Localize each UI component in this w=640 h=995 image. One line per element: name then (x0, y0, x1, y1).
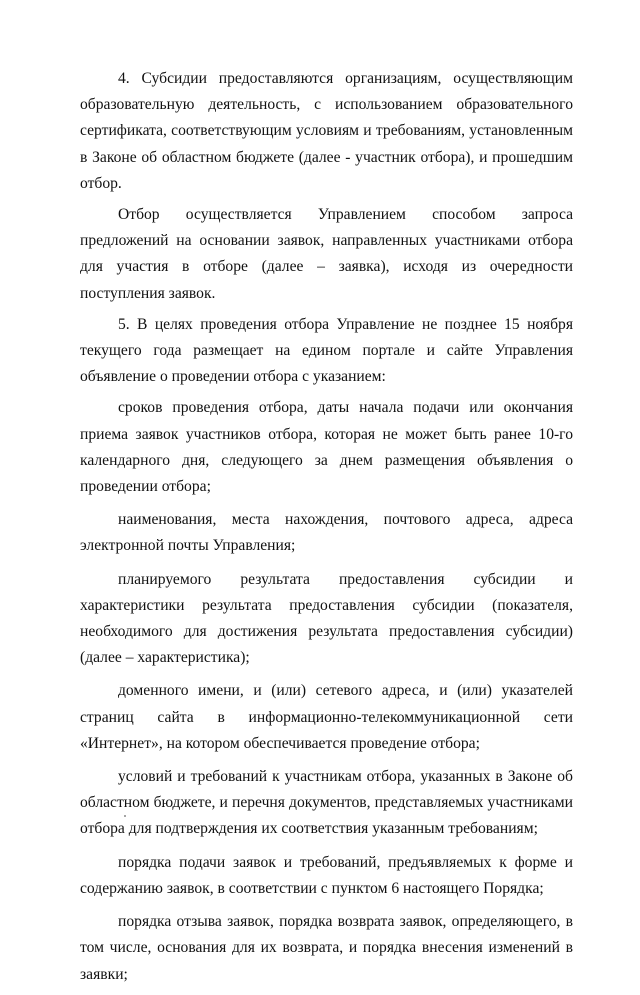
scan-artifact (124, 815, 126, 817)
paragraph-selection-method: Отбор осуществляется Управлением способом запроса предложений на основании заявок, направленных участниками отбора для участия в отборе (далее – заявка), исходя из очередности поступления заявок. (80, 206, 573, 302)
paragraph-withdrawal-order: порядка отзыва заявок, порядка возврата заявок, определяющего, в том числе, основания для их возврата, и порядка внесения изменений в заявки; (80, 913, 573, 983)
paragraph-planned-result: планируемого результата предоставления субсидии и характеристики результата предоставления субсидии (показателя, необходимого для достижения результата предоставления субсидии) (далее – характеристика); (80, 570, 573, 667)
paragraph-submission-order: порядка подачи заявок и требований, предъявляемых к форме и содержанию заявок, в соответствии с пунктом 6 настоящего Порядка; (80, 853, 573, 897)
paragraph-contacts: наименования, места нахождения, почтового адреса, адреса электронной почты Управления; (80, 511, 573, 555)
paragraph-4-subsidies: 4. Субсидии предоставляются организациям, осуществляющим образовательную деятельность, с использованием образовательного сертификата, соответствующим условиям и требованиям, установленным в Законе об областном бюджете (далее - участник отбора), и прошедшим отбор. (80, 70, 573, 192)
paragraph-deadlines: сроков проведения отбора, даты начала подачи или окончания приема заявок участников отбора, которая не может быть ранее 10-го календарного дня, следующего за днем размещения объявления о проведении отбора; (80, 399, 573, 496)
paragraph-participant-requirements: условий и требований к участникам отбора, указанных в Законе об областном бюджете, и перечня документов, представляемых участниками отбора для подтверждения их соответствия указанным требованиям; (80, 768, 573, 838)
paragraph-5-announcement: 5. В целях проведения отбора Управление не позднее 15 ноября текущего года размещает на едином портале и сайте Управления объявление о проведении отбора с указанием: (80, 315, 573, 386)
paragraph-domain-name: доменного имени, и (или) сетевого адреса, и (или) указателей страниц сайта в информационно-телекоммуникационной сети «Интернет», на котором обеспечивается проведение отбора; (80, 682, 573, 752)
document-body (80, 66, 573, 995)
